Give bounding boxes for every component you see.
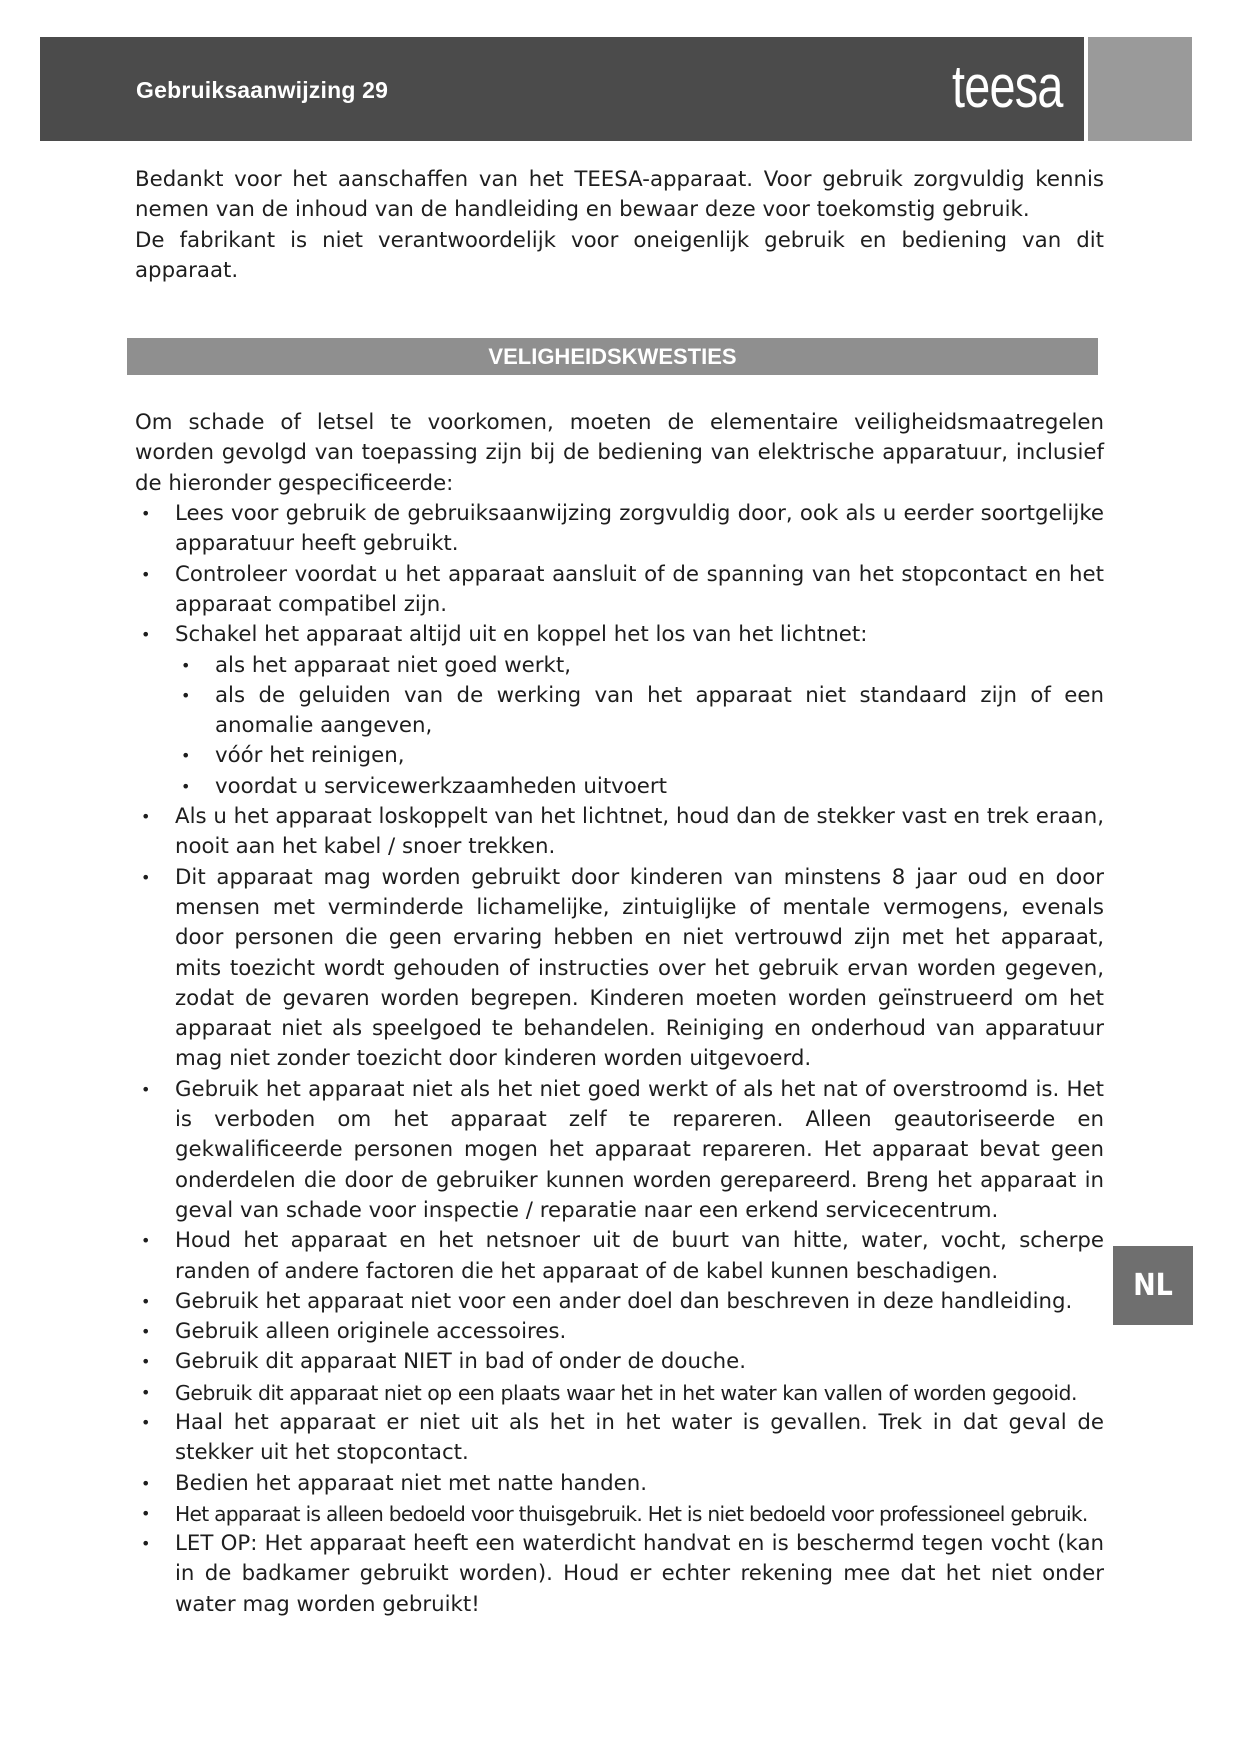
list-item: • Haal het apparaat er niet uit als het in het water is gevallen. Trek in dat geval de stekker uit het stopcontact.: [135, 1408, 1104, 1469]
intro: [135, 165, 1104, 286]
list-item-text: Schakel het apparaat altijd uit en koppel het los van het lichtnet:: [175, 622, 868, 648]
sub-list-item: • vóór het reinigen,: [175, 741, 1104, 771]
header-corner-tab: [1088, 37, 1192, 141]
safety-list: [135, 499, 1104, 1620]
teesa-logo: teesa: [952, 53, 1063, 120]
page-title: Gebruiksaanwijzing 29: [136, 77, 389, 103]
list-item: • Gebruik dit apparaat niet op een plaats waar het in het water kan vallen of worden gegooid.: [135, 1378, 1104, 1408]
intro-paragraph-2: De fabrikant is niet verantwoordelijk voor oneigenlijk gebruik en bediening van dit apparaat.: [135, 227, 1104, 283]
list-item: • Lees voor gebruik de gebruiksaanwijzing zorgvuldig door, ook als u eerder soortgelijke apparatuur heeft gebruikt.: [135, 499, 1104, 560]
list-item: • LET OP: Het apparaat heeft een waterdicht handvat en is beschermd tegen vocht (kan in de badkamer gebruikt worden). Houd er echter rekening mee dat het niet onder water mag worden gebruikt!: [135, 1529, 1104, 1620]
list-item: • Gebruik het apparaat niet als het niet goed werkt of als het nat of overstroomd is. Het is verboden om het apparaat zelf te repareren. Alleen geautoriseerde en gekwalificeerde personen mogen het apparaat repareren. Het apparaat bevat geen onderdelen die door de gebruiker kunnen worden gerepareerd. Breng het apparaat in geval van schade voor inspectie / reparatie naar een erkend servicecentrum.: [135, 1075, 1104, 1226]
list-item: • Dit apparaat mag worden gebruikt door kinderen van minstens 8 jaar oud en door mensen met verminderde lichamelijke, zintuiglijke of mentale vermogens, evenals door personen die geen ervaring hebben en niet vertrouwd zijn met het apparaat, mits toezicht wordt gehouden of instructies over het gebruik ervan worden gegeven, zodat de gevaren worden begrepen. Kinderen moeten worden geïnstrueerd om het apparaat niet als speelgoed te behandelen. Reiniging en onderhoud van apparatuur mag niet zonder toezicht door kinderen worden uitgevoerd.: [135, 863, 1104, 1075]
page-content: [135, 165, 1104, 1620]
list-item: • Gebruik alleen originele accessoires.: [135, 1317, 1104, 1347]
page-header: [40, 37, 1084, 141]
list-item: • Als u het apparaat loskoppelt van het lichtnet, houd dan de stekker vast en trek eraan, nooit aan het kabel / snoer trekken.: [135, 802, 1104, 863]
intro-paragraph-1: Bedankt voor het aanschaffen van het TEESA-apparaat. Voor gebruik zorgvuldig kennis nemen van de inhoud van de handleiding en bewaar deze voor toekomstig gebruik.: [135, 167, 1104, 223]
safety-intro: Om schade of letsel te voorkomen, moeten de elementaire veiligheidsmaatregelen worden gevolgd van toepassing zijn bij de bediening van elektrische apparatuur, inclusief de hieronder gespecificeerde:: [135, 410, 1104, 496]
list-item: • Houd het apparaat en het netsnoer uit de buurt van hitte, water, vocht, scherpe randen of andere factoren die het apparaat of de kabel kunnen beschadigen.: [135, 1226, 1104, 1287]
language-tab: NL: [1113, 1246, 1193, 1325]
list-item-with-sublist: [135, 620, 1104, 802]
list-item: • Gebruik dit apparaat NIET in bad of onder de douche.: [135, 1347, 1104, 1377]
section-heading: VELIGHEIDSKWESTIES: [127, 338, 1098, 375]
list-item: • Controleer voordat u het apparaat aansluit of de spanning van het stopcontact en het apparaat compatibel zijn.: [135, 560, 1104, 621]
list-item: • Bedien het apparaat niet met natte handen.: [135, 1469, 1104, 1499]
list-item: • Het apparaat is alleen bedoeld voor thuisgebruik. Het is niet bedoeld voor professioneel gebruik.: [135, 1499, 1104, 1529]
sub-list-item: • voordat u servicewerkzaamheden uitvoert: [175, 772, 1104, 802]
list-item: • Gebruik het apparaat niet voor een ander doel dan beschreven in deze handleiding.: [135, 1287, 1104, 1317]
sub-list-item: • als de geluiden van de werking van het apparaat niet standaard zijn of een anomalie aangeven,: [175, 681, 1104, 742]
sub-list-item: • als het apparaat niet goed werkt,: [175, 651, 1104, 681]
sub-list: [175, 651, 1104, 802]
